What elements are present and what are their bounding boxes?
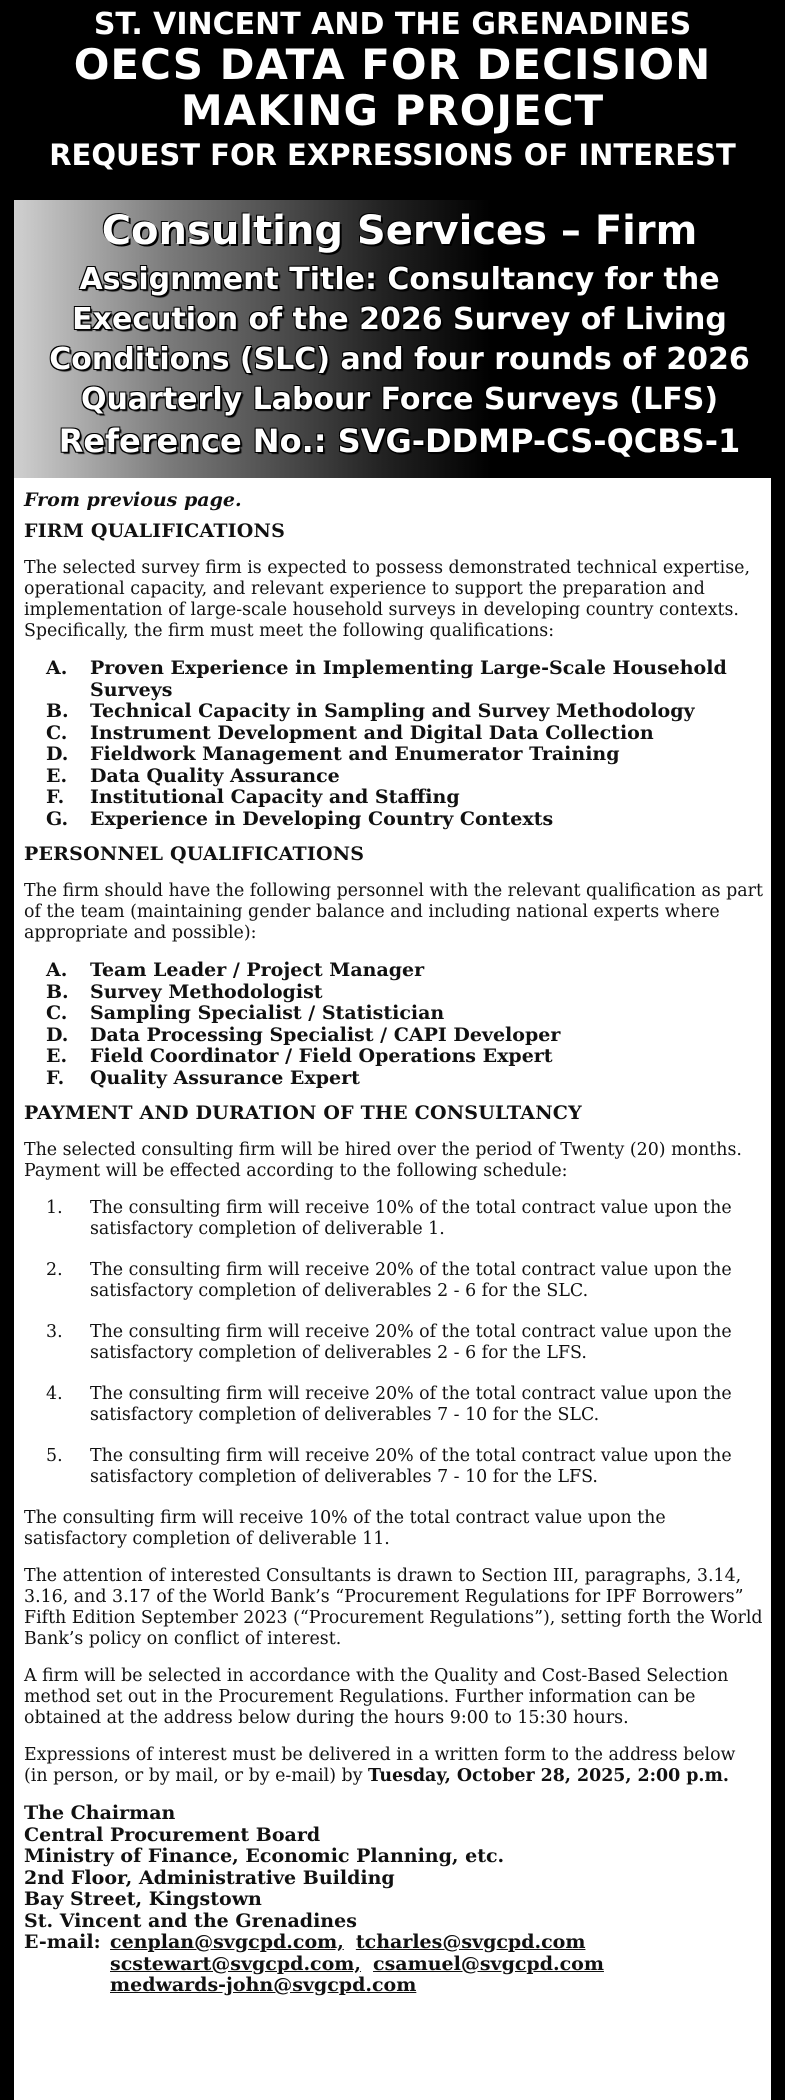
selection-method-paragraph: A firm will be selected in accordance with the Quality and Cost-Based Selection method set out in the Procurement Regulations. Further information can be obtained at the address below during the hours 9:00 to 15:30 hours.	[24, 1666, 729, 1728]
address-line: St. Vincent and the Grenadines	[24, 1909, 357, 1932]
list-item: D. Data Processing Specialist / CAPI Developer	[46, 1023, 561, 1046]
final-payment-paragraph: The consulting firm will receive 10% of the total contract value upon the satisfactory completion of deliverable 11.	[24, 1508, 666, 1549]
list-item: F. Quality Assurance Expert	[46, 1066, 360, 1089]
assignment-title	[14, 260, 785, 420]
banner-subtitle: Consulting Services – Firm	[101, 208, 698, 254]
personnel-intro: The firm should have the following personnel with the relevant qualification as part of the team (maintaining gender balance and including national experts where appropriate and possible):	[24, 881, 763, 943]
payment-schedule-list	[24, 1198, 763, 1488]
list-item: C. Instrument Development and Digital Data Collection	[46, 721, 654, 744]
address-line: Bay Street, Kingstown	[24, 1888, 262, 1910]
list-item: 2. The consulting firm will receive 20% of the total contract value upon the satisfactory completion of deliverables 2 - 6 for the SLC.	[46, 1260, 732, 1301]
email-link[interactable]: tcharles@svgcpd.com	[355, 1931, 586, 1953]
list-item: E. Data Quality Assurance	[46, 764, 340, 787]
submission-paragraph: Expressions of interest must be delivered in a written form to the address below (in person, or by mail, or by e-mail) by Tuesday, October 28, 2025, 2:00 p.m.	[24, 1745, 736, 1786]
address-line: The Chairman	[24, 1802, 176, 1824]
email-label: E-mail:	[24, 1931, 101, 1953]
personnel-list	[24, 960, 763, 1089]
email-link[interactable]: medwards-john@svgcpd.com	[110, 1974, 417, 1996]
contact-address	[24, 1803, 763, 1997]
email-link[interactable]: cenplan@svgcpd.com,	[110, 1931, 344, 1953]
payment-intro: The selected consulting firm will be hired over the period of Twenty (20) months. Payment will be effected according to the following schedule:	[24, 1140, 742, 1181]
assignment-line: Conditions (SLC) and four rounds of 2026	[49, 342, 750, 377]
project-title-line-1: OECS DATA FOR DECISION	[73, 40, 712, 89]
firm-intro: The selected survey firm is expected to possess demonstrated technical expertise, operational capacity, and relevant experience to support the preparation and implementation of large-scale household surveys in developing country contexts. Specifically, the firm must meet the following qualifications:	[24, 558, 750, 641]
list-item: A. Proven Experience in Implementing Large-Scale Household Surveys	[46, 657, 727, 701]
list-item: G. Experience in Developing Country Contexts	[46, 807, 554, 830]
address-line: 2nd Floor, Administrative Building	[24, 1866, 395, 1889]
firm-qualifications-heading: FIRM QUALIFICATIONS	[24, 520, 286, 542]
list-item: E. Field Coordinator / Field Operations Expert	[46, 1045, 553, 1067]
list-item: B. Technical Capacity in Sampling and Survey Methodology	[46, 700, 695, 722]
list-item: A. Team Leader / Project Manager	[46, 959, 425, 981]
email-link[interactable]: csamuel@svgcpd.com	[373, 1952, 604, 1975]
payment-heading: PAYMENT AND DURATION OF THE CONSULTANCY	[24, 1102, 582, 1124]
assignment-line: Assignment Title: Consultancy for the	[79, 262, 720, 297]
firm-qualifications-list	[24, 658, 763, 830]
address-line: Ministry of Finance, Economic Planning, etc.	[24, 1845, 505, 1867]
email-block	[24, 1932, 763, 1997]
country-title: ST. VINCENT AND THE GRENADINES	[93, 7, 692, 42]
list-item: B. Survey Methodologist	[46, 980, 323, 1003]
header	[0, 0, 785, 172]
list-item: 5. The consulting firm will receive 20% of the total contract value upon the satisfactory completion of deliverables 7 - 10 for the LFS.	[46, 1446, 732, 1487]
from-previous-note: From previous page.	[24, 489, 242, 511]
list-item: 3. The consulting firm will receive 20% of the total contract value upon the satisfactory completion of deliverables 2 - 6 for the LFS.	[46, 1322, 732, 1363]
assignment-line: Quarterly Labour Force Surveys (LFS)	[80, 382, 719, 417]
list-item: 4. The consulting firm will receive 20% of the total contract value upon the satisfactory completion of deliverables 7 - 10 for the SLC.	[46, 1384, 732, 1425]
assignment-banner	[14, 200, 785, 478]
reference-number: Reference No.: SVG-DDMP-CS-QCBS-1	[58, 422, 741, 460]
address-line: Central Procurement Board	[24, 1823, 321, 1846]
list-item: C. Sampling Specialist / Statistician	[46, 1002, 445, 1024]
notice-body	[14, 478, 771, 2100]
list-item: 1. The consulting firm will receive 10% of the total contract value upon the satisfactory completion of deliverable 1.	[46, 1198, 732, 1239]
conflict-of-interest-paragraph: The attention of interested Consultants is drawn to Section III, paragraphs, 3.14, 3.16, and 3.17 of the World Bank’s “Procurement Regulations for IPF Borrowers” Fifth Edition September 2023 (“Procurement Regulations”), setting forth the World Bank’s policy on conflict of interest.	[24, 1566, 763, 1649]
project-title-line-2: MAKING PROJECT	[180, 86, 605, 135]
list-item: F. Institutional Capacity and Staffing	[46, 786, 460, 808]
email-link[interactable]: scstewart@svgcpd.com,	[110, 1952, 362, 1975]
list-item: D. Fieldwork Management and Enumerator Training	[46, 743, 620, 765]
personnel-qualifications-heading: PERSONNEL QUALIFICATIONS	[24, 843, 365, 865]
assignment-line: Execution of the 2026 Survey of Living	[72, 302, 727, 337]
deadline: Tuesday, October 28, 2025, 2:00 p.m.	[368, 1766, 729, 1786]
request-title: REQUEST FOR EXPRESSIONS OF INTEREST	[49, 138, 736, 172]
